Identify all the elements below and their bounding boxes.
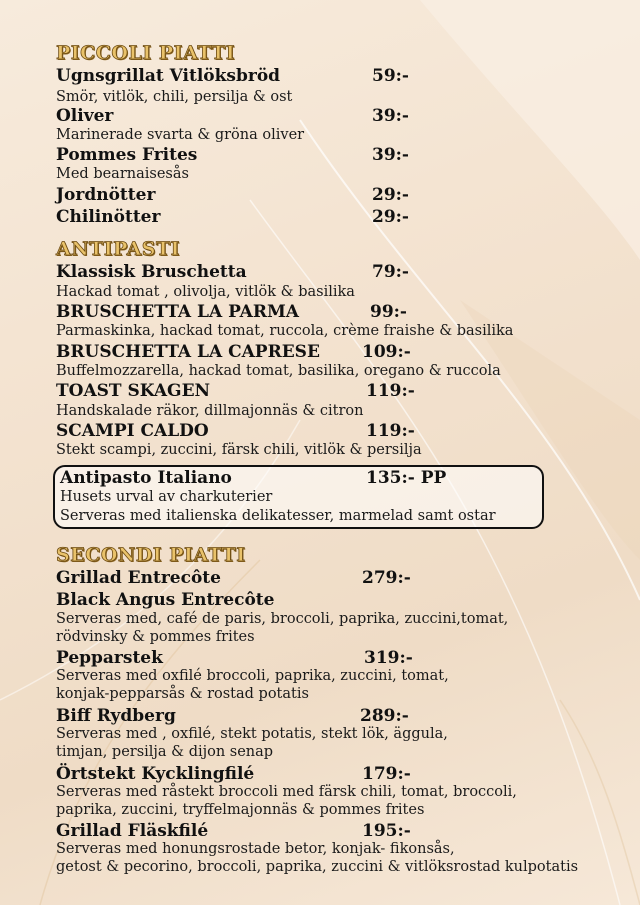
featured-item-name: Antipasto Italiano (60, 468, 232, 488)
featured-item-description: Husets urval av charkuterier (60, 489, 273, 505)
item-name: Ugnsgrillat Vitlöksbröd (56, 66, 281, 86)
item-price: 99:- (370, 302, 407, 322)
section-title-antipasti: ANTIPASTI (56, 238, 181, 260)
item-description: Serveras med , oxfilé, stekt potatis, stekt lök, äggula, (56, 726, 448, 742)
item-name: TOAST SKAGEN (56, 381, 211, 401)
item-name: Pepparstek (56, 648, 163, 668)
item-price: 109:- (362, 342, 411, 362)
item-description: paprika, zuccini, tryffelmajonnäs & pommes frites (56, 802, 425, 818)
item-description: Med bearnaisesås (56, 166, 189, 182)
section-title-piccoli: PICCOLI PIATTI (56, 42, 236, 64)
item-description: Hackad tomat , olivolja, vitlök & basilika (56, 284, 355, 300)
item-description: getost & pecorino, broccoli, paprika, zuccini & vitlöksrostad kulpotatis (56, 859, 579, 875)
item-price: 179:- (362, 764, 411, 784)
item-name: Pommes Frites (56, 145, 198, 165)
item-name: SCAMPI CALDO (56, 421, 209, 441)
item-name: Black Angus Entrecôte (56, 590, 275, 610)
item-description: Serveras med honungsrostade betor, konjak- fikonsås, (56, 841, 455, 857)
item-price: 39:- (372, 106, 409, 126)
item-name: Örtstekt Kycklingfilé (56, 764, 255, 784)
item-description: Serveras med, café de paris, broccoli, paprika, zuccini,tomat, (56, 611, 509, 627)
item-description: timjan, persilja & dijon senap (56, 744, 274, 760)
item-description: Parmaskinka, hackad tomat, ruccola, crème fraishe & basilika (56, 323, 514, 339)
item-price: 59:- (372, 66, 409, 86)
item-description: Stekt scampi, zuccini, färsk chili, vitlök & persilja (56, 442, 422, 458)
item-price: 279:- (362, 568, 411, 588)
featured-item-price: 135:- PP (366, 468, 447, 488)
item-price: 29:- (372, 185, 409, 205)
item-name: Jordnötter (56, 185, 156, 205)
item-description: Smör, vitlök, chili, persilja & ost (56, 89, 293, 105)
item-name: BRUSCHETTA LA PARMA (56, 302, 299, 322)
item-description: Buffelmozzarella, hackad tomat, basilika, oregano & ruccola (56, 363, 501, 379)
item-description: Serveras med råstekt broccoli med färsk chili, tomat, broccoli, (56, 784, 517, 800)
item-name: Grillad Fläskfilé (56, 821, 209, 841)
item-description: rödvinsky & pommes frites (56, 629, 255, 645)
item-description: Serveras med oxfilé broccoli, paprika, zuccini, tomat, (56, 668, 449, 684)
item-name: BRUSCHETTA LA CAPRESE (56, 342, 320, 362)
item-name: Biff Rydberg (56, 706, 176, 726)
item-name: Klassisk Bruschetta (56, 262, 247, 282)
item-price: 119:- (366, 381, 415, 401)
item-price: 319:- (364, 648, 413, 668)
section-title-secondi: SECONDI PIATTI (56, 544, 246, 566)
item-description: Handskalade räkor, dillmajonnäs & citron (56, 403, 364, 419)
item-price: 39:- (372, 145, 409, 165)
item-price: 289:- (360, 706, 409, 726)
item-price: 79:- (372, 262, 409, 282)
item-name: Oliver (56, 106, 114, 126)
item-name: Grillad Entrecôte (56, 568, 221, 588)
featured-item-description: Serveras med italienska delikatesser, marmelad samt ostar (60, 508, 496, 524)
item-name: Chilinötter (56, 207, 161, 227)
item-price: 29:- (372, 207, 409, 227)
item-description: konjak-pepparsås & rostad potatis (56, 686, 309, 702)
item-price: 119:- (366, 421, 415, 441)
item-description: Marinerade svarta & gröna oliver (56, 127, 305, 143)
item-price: 195:- (362, 821, 411, 841)
